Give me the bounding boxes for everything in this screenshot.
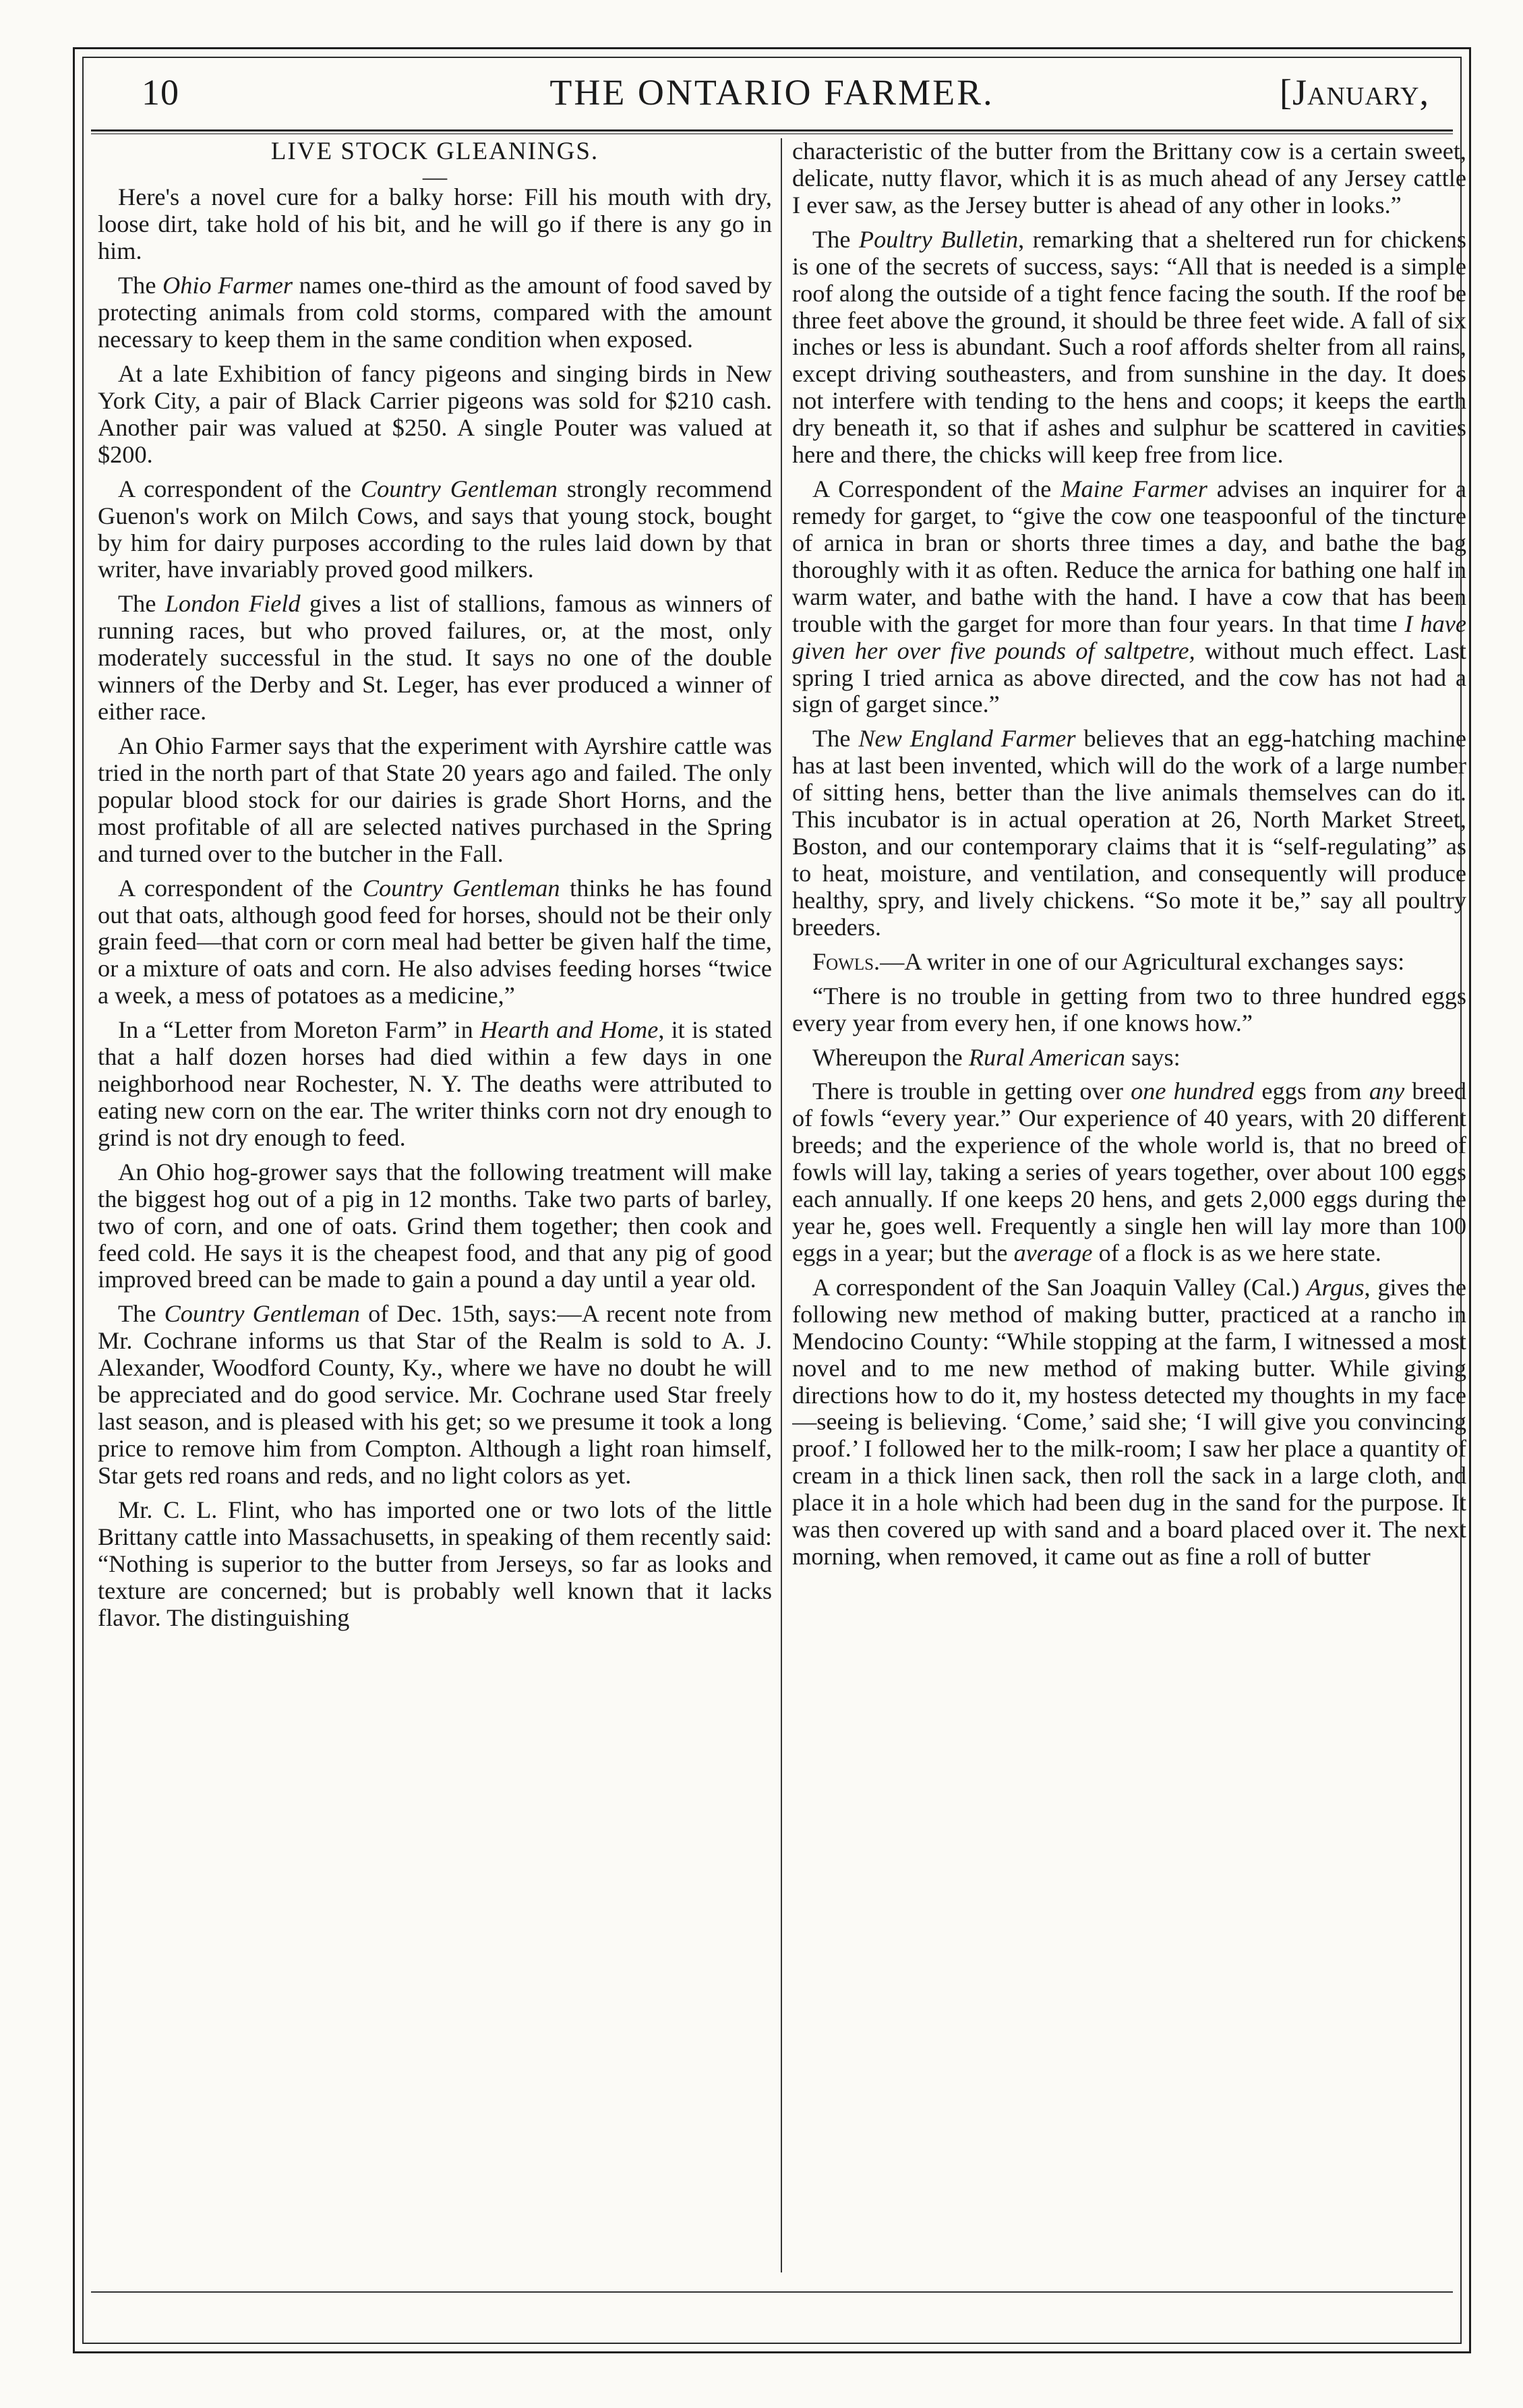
item-poultry-shelter: The Poultry Bulletin, remarking that a sheltered run for chickens is one of the secrets of success, says: “All that is needed is a simple roof along the outside of a tight fence facing the south. If the roof be three feet above the ground, it should be three feet wide. A fall of six inches or less is abundant. Such a roof affords shelter from all rains, except driving southeasters, and from sunshine in the day. It does not interfere with tending to the hens and coops; it keeps the earth dry beneath it, so that if ashes and sulphur be scattered in cavities here and there, the chicks will keep free from lice. — [792, 225, 1466, 469]
item-egg-trouble: There is trouble in getting over one hundred eggs from any breed of fowls “every year.” Our experience of 40 years, with 20 different breeds; and the experience of the whole world is, that no breed of fowls will lay, taking a series of years together, over about 100 eggs each annually. If one keeps 20 hens, and gets 2,000 eggs during the year he, goes well. Frequently a single hen will lay more than 100 eggs in a year; but the average of a flock is as we here state. — [792, 1078, 1466, 1266]
issue-month: [January, — [1280, 72, 1429, 113]
bottom-rule — [91, 2291, 1453, 2293]
item-rural-american: Whereupon the Rural American says: — [812, 1043, 1181, 1071]
item-pigeons: At a late Exhibition of fancy pigeons and singing birds in New York City, a pair of Black Carrier pigeons was sold for $210 cash. Another pair was valued at $250. A single Pouter was valued at $200. — [98, 359, 772, 468]
right-column — [792, 138, 1466, 2269]
item-ohio-farmer-storms: The Ohio Farmer names one-third as the amount of food saved by protecting animals from cold storms, compared with the amount necessary to keep them in the same condition when exposed. — [98, 272, 772, 353]
item-incubator: The New England Farmer believes that an egg-hatching machine has at last been invented, which will do the work of a large number of sitting hens, better than the live animals themselves can do it. This incubator is in actual operation at 26, North Market Street, Boston, and our contemporary claims that it is “self-regulating” as to heat, moisture, and ventilation, and consequently will produce healthy, spry, and lively chickens. “So mote it be,” say all poultry breeders. — [792, 725, 1466, 941]
item-moreton-farm: In a “Letter from Moreton Farm” in Hearth and Home, it is stated that a half dozen horses had died within a few days in one neighborhood near Rochester, N. Y. The deaths were attributed to eating new corn on the ear. The writer thinks corn not dry enough to grind is not dry enough to feed. — [98, 1016, 772, 1151]
item-oats-horses: A correspondent of the Country Gentleman thinks he has found out that oats, although good feed for horses, should not be their only grain feed—that corn or corn meal had better be given half the time, or a mixture of oats and corn. He also advises feeding horses “twice a week, a mess of potatoes as a medicine,” — [98, 874, 772, 1009]
left-column — [98, 138, 772, 2269]
heading-dash: — — [422, 163, 448, 190]
item-stallions: The London Field gives a list of stallions, famous as winners of running races, but who proved failures, or, at the most, only moderately successful in the stud. It says no one of the double winners of the Derby and St. Leger, has ever produced a winner of either race. — [98, 590, 772, 726]
header-rule — [91, 129, 1453, 134]
periodical-title: THE ONTARIO FARMER. — [549, 72, 994, 113]
item-hog-grower: An Ohio hog-grower says that the following treatment will make the biggest hog out of a pig in 12 months. Take two parts of barley, two of corn, and one of oats. Grind them together; then cook and feed cold. He says it is the cheapest food, and that any pig of good improved breed can be made to gain a pound a day until a year old. — [98, 1158, 772, 1293]
item-brittany-continued: characteristic of the butter from the Brittany cow is a certain sweet, delicate, nutty flavor, which it is as much ahead of any Jersey cattle I ever saw, as the Jersey butter is ahead of any other in looks.” — [792, 138, 1466, 218]
item-star-of-realm: The Country Gentleman of Dec. 15th, says:—A recent note from Mr. Cochrane informs us that Star of the Realm is sold to A. J. Alexander, Woodford County, Ky., where we have no doubt he will be appreciated and do good service. Mr. Cochrane used Star freely last season, and is pleased with his get; so we presume it took a long price to remove him from Compton. Although a light roan himself, Star gets red roans and reds, and no light colors as yet. — [98, 1300, 772, 1489]
item-fowls-quote: “There is no trouble in getting from two to three hundred eggs every year from every hen, if one knows how.” — [792, 982, 1466, 1036]
item-butter-method: A correspondent of the San Joaquin Valley (Cal.) Argus, gives the following new method of making butter, practiced at a rancho in Mendocino County: “While stopping at the farm, I witnessed a most novel and to me new method of making butter. While giving directions how to do it, my hostess detected my thoughts in my face—seeing is believing. ‘Come,’ said she; ‘I will give you convincing proof.’ I followed her to the milk-room; I saw her place a quantity of cream in a thick linen sack, then roll the sack in a large cloth, and place it in a hole which had been dug in the sand for the purpose. It was then covered up with sand and a board placed over it. The next morning, when removed, it came out as fine a roll of butter — [792, 1273, 1466, 1570]
item-milch-cows: A correspondent of the Country Gentleman strongly recommend Guenon's work on Milch Cows, and says that young stock, bought by him for dairy purposes according to the rules laid down by that writer, have invariably proved good milkers. — [98, 475, 772, 583]
item-brittany-cattle: Mr. C. L. Flint, who has imported one or two lots of the little Brittany cattle into Massachusetts, in speaking of them recently said: “Nothing is superior to the butter from Jerseys, so far as looks and texture are concerned; but is probably well known that it lacks flavor. The distinguishing — [98, 1496, 772, 1631]
running-header — [101, 65, 1443, 129]
item-balky-horse: Here's a novel cure for a balky horse: Fill his mouth with dry, loose dirt, take hold of his bit, and he will go if there is any go in him. — [98, 183, 772, 265]
item-ayrshire: An Ohio Farmer says that the experiment with Ayrshire cattle was tried in the north part of that State 20 years ago and failed. The only popular blood stock for our dairies is grade Short Horns, and the most profitable of all are selected natives purchased in the Spring and turned over to the butcher in the Fall. — [98, 732, 772, 867]
column-divider — [781, 138, 782, 2272]
section-heading: LIVE STOCK GLEANINGS. — [270, 138, 599, 165]
item-garget-remedy: A Correspondent of the Maine Farmer advises an inquirer for a remedy for garget, to “give the cow one teaspoonful of the tincture of arnica in bran or shorts three times a day, and bathe the bag thoroughly with it as often. Reduce the arnica for bathing one half in warm water, and bathe with the hand. I have a cow that has been trouble with the garget for more than four years. In that time I have given her over five pounds of saltpetre, without much effect. Last spring I tried arnica as above directed, and the cow has not had a sign of garget since.” — [792, 475, 1466, 718]
page-number: 10 — [142, 72, 179, 113]
item-fowls: Fowls.—A writer in one of our Agricultural exchanges says: — [812, 947, 1405, 975]
